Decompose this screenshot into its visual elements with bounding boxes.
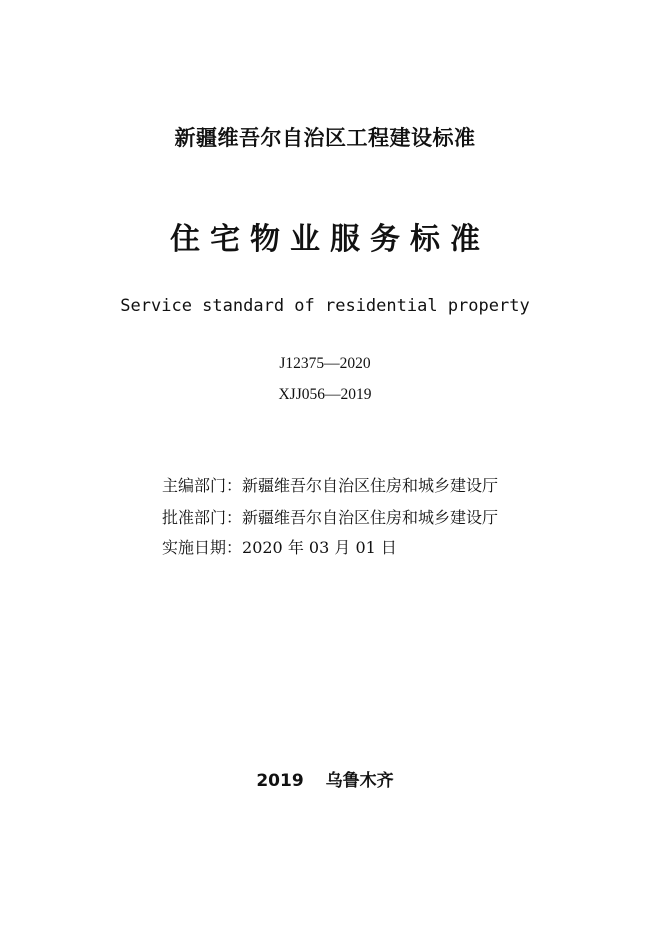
approval-department-label: 批准部门：	[162, 508, 243, 527]
editor-department-line	[162, 473, 498, 496]
registration-code: J12375—2020	[279, 355, 371, 372]
effective-date-line	[162, 535, 397, 558]
publication-city: 乌鲁木齐	[325, 771, 394, 791]
standard-number: XJJ056—2019	[278, 386, 372, 403]
issuer-heading: 新疆维吾尔自治区工程建设标准	[174, 126, 476, 150]
english-title: Service standard of residential property	[120, 296, 530, 316]
publication-footer	[0, 766, 650, 791]
effective-date-value: 2020 年 03 月 01 日	[242, 538, 397, 557]
approval-department-line	[162, 505, 498, 528]
editor-department-value: 新疆维吾尔自治区住房和城乡建设厅	[242, 476, 499, 495]
publication-year: 2019	[256, 771, 304, 791]
editor-department-label: 主编部门：	[162, 476, 243, 495]
document-title: 住宅物业服务标准	[170, 222, 490, 257]
effective-date-label: 实施日期：	[162, 538, 243, 557]
approval-department-value: 新疆维吾尔自治区住房和城乡建设厅	[242, 508, 499, 527]
